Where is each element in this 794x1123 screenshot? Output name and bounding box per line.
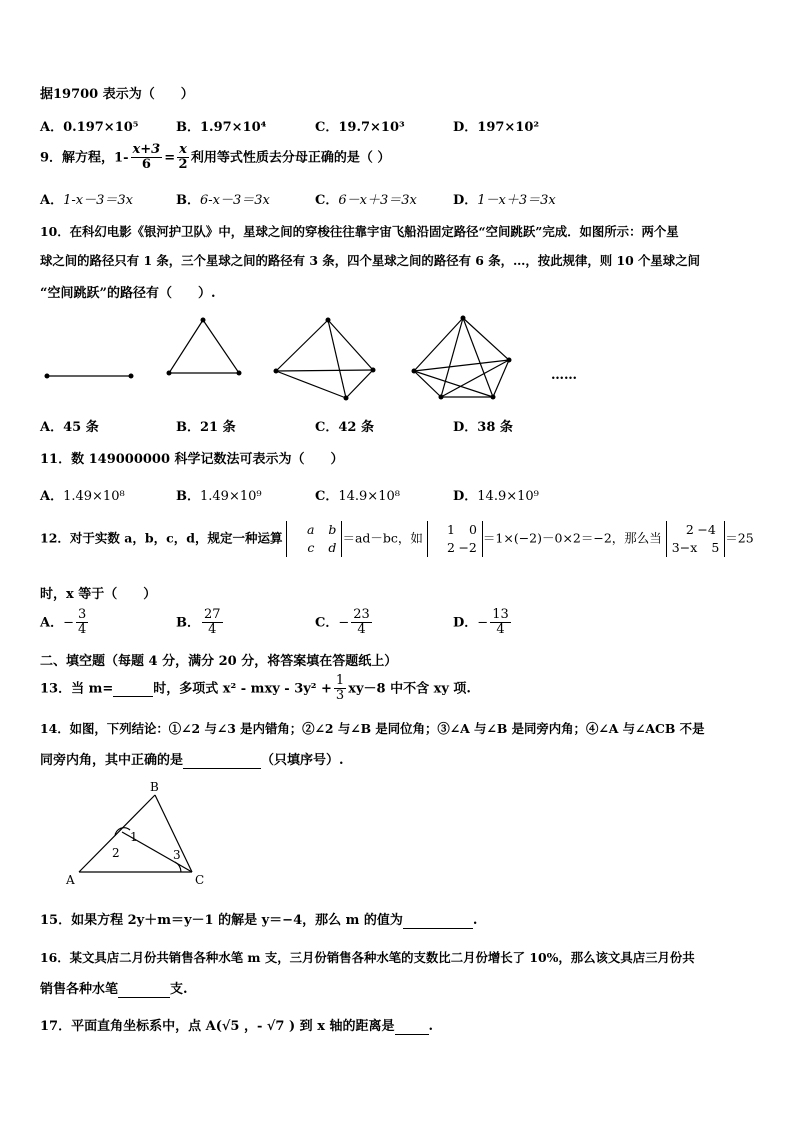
q9-fraction-2: $\frac{x}{2}$	[178, 142, 188, 173]
q14-label-2: 2	[112, 846, 120, 860]
q8-option-c: C．19.7×10³	[315, 120, 405, 135]
q12-option-a: A．− $\frac{3}{4}$	[40, 607, 87, 638]
q12-option-b: B． $\frac{27}{4}$	[176, 607, 221, 638]
q11-option-a: A．1.49×10⁸	[40, 489, 125, 504]
q9-stem: 9．解方程，1- $\frac{x+3}{6}$ = $\frac{x}{2}$ 利用等式性质去分母正确的是（ ）	[40, 142, 391, 173]
q8-option-b: B．1.97×10⁴	[176, 120, 267, 135]
q11-option-b: B．1.49×10⁹	[176, 489, 262, 504]
q16-blank[interactable]	[118, 982, 170, 998]
q14-line-1: 14．如图，下列结论：①∠2 与∠3 是内错角；②∠2 与∠B 是同位角；③∠A 与∠B 是同旁内角；④∠A 与∠ACB 不是	[40, 721, 705, 736]
q14-label-b: B	[150, 780, 159, 794]
q15-stem: 15．如果方程 2y＋m＝y－1 的解是 y＝−4，那么 m 的值为 .	[40, 913, 478, 928]
q9-option-c: C．6－x＋3＝3x	[315, 193, 417, 208]
q15-blank[interactable]	[403, 913, 473, 929]
q14-line-2: 同旁内角，其中正确的是 （只填序号）.	[40, 753, 344, 768]
q11-stem: 11．数 149000000 科学记数法可表示为（ ）	[40, 452, 344, 467]
q10-option-a: A．45 条	[40, 420, 99, 435]
q10-line-3: “空间跳跃”的路径有（ ）.	[40, 286, 216, 301]
q12-determinant-x: 2 −4 3−x 5	[666, 521, 725, 557]
q13-stem: 13．当 m= 时，多项式 x² - mxy - 3y² + $\frac{1}{3}$ xy－8 中不含 xy 项.	[40, 673, 471, 704]
q12-determinant-example: 1 0 2 −2	[427, 521, 483, 557]
q9-fraction-1: $\frac{x+3}{6}$	[132, 142, 161, 173]
q8-tail: 据19700 表示为（ ）	[40, 87, 194, 102]
q11-option-d: D．14.9×10⁹	[453, 489, 539, 504]
q12-option-d: D．− $\frac{13}{4}$	[453, 607, 509, 638]
q14-label-1: 1	[130, 830, 138, 844]
q14-label-3: 3	[173, 848, 181, 862]
section-title-fill-in: 二、填空题（每题 4 分，满分 20 分，将答案填在答题纸上）	[40, 654, 398, 669]
q10-option-c: C．42 条	[315, 420, 374, 435]
q12-line-2: 时，x 等于（ ）	[40, 587, 157, 602]
q9-option-d: D．1－x＋3＝3x	[453, 193, 556, 208]
q14-label-a: A	[66, 873, 75, 887]
q12-determinant-abcd: a b c d	[286, 521, 342, 557]
q10-line-2: 球之间的路径只有 1 条，三个星球之间的路径有 3 条，四个星球之间的路径有 6 条，…，按此规律，则 10 个星球之间	[40, 253, 700, 268]
q8-option-a: A．0.197×10⁵	[40, 120, 139, 135]
q14-label-c: C	[195, 873, 205, 887]
q12-option-c: C．− $\frac{23}{4}$	[315, 607, 370, 638]
q12-stem: 12．对于实数 a，b，c，d，规定一种运算 a b c d ＝ad－bc，如 1 0 2 −2 ＝1×(−2)－0×2＝−2，那么当 2 −4 3−x 5 ＝25	[40, 521, 754, 557]
q10-ellipsis: ……	[551, 368, 577, 383]
q16-line-1: 16．某文具店二月份共销售各种水笔 m 支，三月份销售各种水笔的支数比二月份增长了 10%，那么该文具店三月份共	[40, 950, 695, 965]
q17-stem: 17．平面直角坐标系中，点 A(√5 ，- √7 ) 到 x 轴的距离是 .	[40, 1019, 434, 1034]
q10-line-1: 10．在科幻电影《银河护卫队》中，星球之间的穿梭往往靠宇宙飞船沿固定路径“空间跳跃”完成．如图所示：两个星	[40, 224, 679, 239]
q16-line-2: 销售各种水笔 支.	[40, 982, 188, 997]
q9-option-b: B．6-x－3＝3x	[176, 193, 270, 208]
q9-option-a: A．1-x－3＝3x	[40, 193, 133, 208]
q10-option-d: D．38 条	[453, 420, 513, 435]
q8-option-d: D．197×10²	[453, 120, 540, 135]
q17-blank[interactable]	[395, 1019, 429, 1035]
q10-option-b: B．21 条	[176, 420, 236, 435]
q11-option-c: C．14.9×10⁸	[315, 489, 400, 504]
